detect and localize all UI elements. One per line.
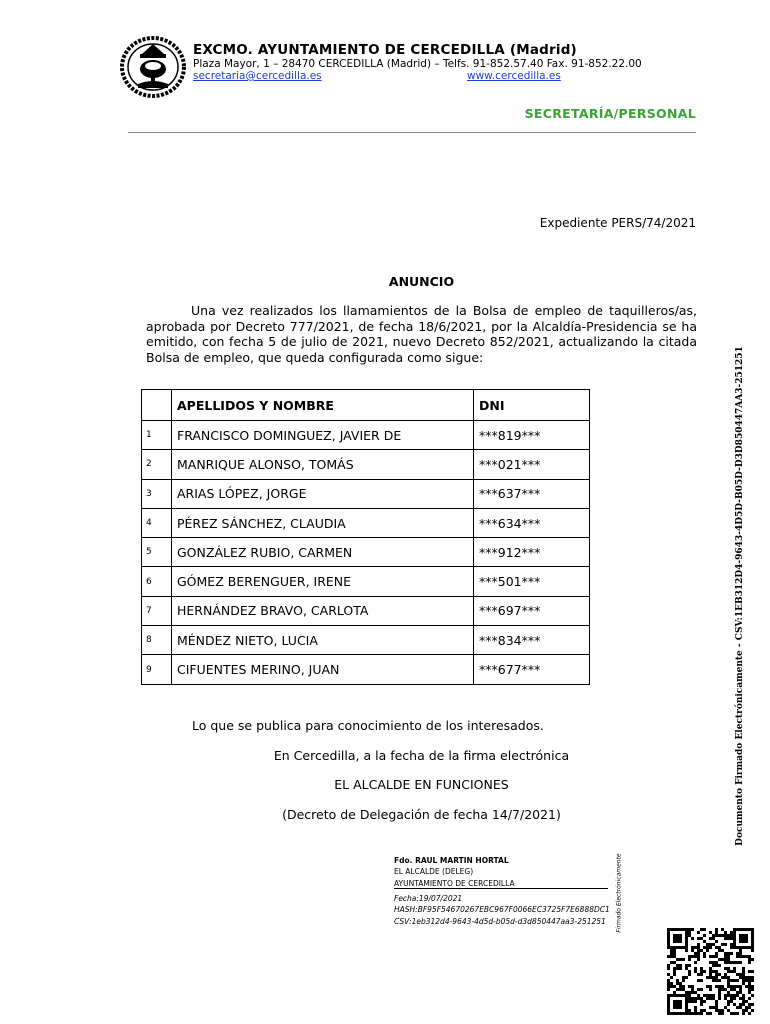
closing-line-3: EL ALCALDE EN FUNCIONES [334, 777, 509, 792]
signature-role: EL ALCALDE (DELEG) [394, 867, 474, 876]
row-number: 6 [142, 567, 172, 596]
signature-stamp: Firmado Electrónicamente [615, 853, 623, 933]
table-row [142, 450, 590, 479]
table-row [142, 421, 590, 450]
signature-csv: CSV:1eb312d4-9643-4d5d-b05d-d3d850447aa3-251251 [394, 917, 606, 926]
row-name: MÉNDEZ NIETO, LUCIA [172, 626, 474, 655]
col-number-header [142, 390, 172, 421]
row-name: GÓMEZ BERENGUER, IRENE [172, 567, 474, 596]
row-name: HERNÁNDEZ BRAVO, CARLOTA [172, 596, 474, 625]
row-dni: ***021*** [474, 450, 590, 479]
signature-date: Fecha:19/07/2021 [394, 894, 463, 903]
table-row [142, 626, 590, 655]
signature-hash: HASH:BF95F54670267EBC967F0066EC3725F7E6888DC1 [394, 905, 610, 914]
row-name: CIFUENTES MERINO, JUAN [172, 655, 474, 684]
row-number: 1 [142, 421, 172, 450]
row-dni: ***637*** [474, 479, 590, 508]
row-name: GONZÁLEZ RUBIO, CARMEN [172, 538, 474, 567]
header-divider [128, 132, 696, 133]
row-dni: ***634*** [474, 508, 590, 537]
department-label: SECRETARÍA/PERSONAL [524, 106, 696, 121]
table-row [142, 479, 590, 508]
row-number: 8 [142, 626, 172, 655]
row-name: ARIAS LÓPEZ, JORGE [172, 479, 474, 508]
closing-line-4: (Decreto de Delegación de fecha 14/7/2021) [282, 807, 561, 822]
row-dni: ***501*** [474, 567, 590, 596]
table-row [142, 596, 590, 625]
row-dni: ***834*** [474, 626, 590, 655]
employment-list-table [141, 389, 590, 685]
notice-heading: ANUNCIO [388, 274, 455, 289]
row-dni: ***819*** [474, 421, 590, 450]
row-dni: ***697*** [474, 596, 590, 625]
file-number: Expediente PERS/74/2021 [539, 216, 696, 230]
header-title: EXCMO. AYUNTAMIENTO DE CERCEDILLA (Madrid) [193, 42, 577, 58]
signature-name: Fdo. RAUL MARTIN HORTAL [394, 856, 509, 865]
row-number: 7 [142, 596, 172, 625]
row-dni: ***677*** [474, 655, 590, 684]
table-row [142, 567, 590, 596]
closing-line-2: En Cercedilla, a la fecha de la firma electrónica [273, 748, 570, 763]
row-number: 5 [142, 538, 172, 567]
table-header-row [142, 390, 590, 421]
qr-code [667, 928, 754, 1015]
signature-org: AYUNTAMIENTO DE CERCEDILLA [394, 879, 515, 888]
table-row [142, 508, 590, 537]
row-name: PÉREZ SÁNCHEZ, CLAUDIA [172, 508, 474, 537]
row-number: 2 [142, 450, 172, 479]
row-name: MANRIQUE ALONSO, TOMÁS [172, 450, 474, 479]
notice-body: Una vez realizados los llamamientos de la Bolsa de empleo de taquilleros/as, aprobada por Decreto 777/2021, de fecha 18/6/2021, por la Alcaldía-Presidencia se ha emitido, con fecha 5 de julio de 2021, nuevo Decreto 852/2021, actualizando la citada Bolsa de empleo, que queda configurada como sigue: [146, 303, 697, 365]
row-dni: ***912*** [474, 538, 590, 567]
municipal-crest-logo [120, 36, 186, 98]
row-number: 3 [142, 479, 172, 508]
header-address: Plaza Mayor, 1 – 28470 CERCEDILLA (Madrid) – Telfs. 91-852.57.40 Fax. 91-852.22.00 [193, 58, 642, 70]
table-row [142, 538, 590, 567]
email-link[interactable]: secretaria@cercedilla.es [193, 70, 322, 82]
row-name: FRANCISCO DOMINGUEZ, JAVIER DE [172, 421, 474, 450]
row-number: 9 [142, 655, 172, 684]
row-number: 4 [142, 508, 172, 537]
website-link[interactable]: www.cercedilla.es [467, 70, 561, 82]
signature-divider [394, 888, 608, 889]
closing-line-1: Lo que se publica para conocimiento de los interesados. [192, 718, 544, 733]
col-dni-header: DNI [474, 390, 590, 421]
col-name-header: APELLIDOS Y NOMBRE [172, 390, 474, 421]
table-row [142, 655, 590, 684]
electronic-signature-side-note: Documento Firmado Electrónicamente - CSV:1EB312D4-9643-4D5D-B05D-D3D850447AA3-251251 [735, 346, 745, 846]
